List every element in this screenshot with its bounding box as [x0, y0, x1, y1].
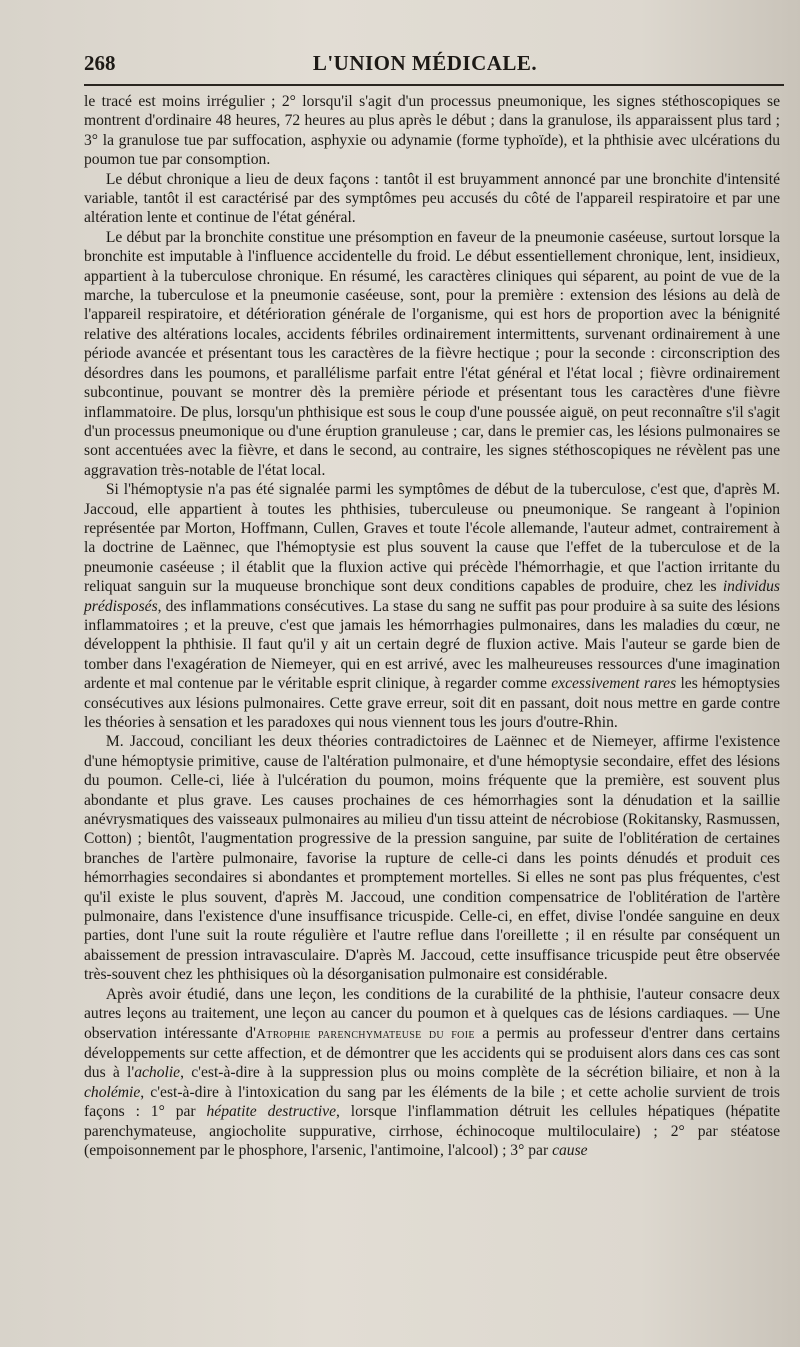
paragraph — [84, 480, 780, 732]
text-italic: cholémie — [84, 1083, 141, 1101]
text-italic: hépatite destructive — [206, 1103, 337, 1121]
text-italic: acholie — [134, 1064, 181, 1082]
text-run: , lorsque l'inflammation détruit les cellules hépatiques (hépatite parenchymateuse, angiocholite suppurative, cirrhose, échinocoque multiloculaire) ; 2° par stéatose (empoisonnement par le phosphore, l'arsenic, l'antimoine, l'alcool) ; 3° par — [84, 1103, 780, 1159]
text-run: Le début par la bronchite constitue une présomption en faveur de la pneumonie caséeuse, surtout lorsque la bronchite est imputable à l'influence accidentelle du froid. Le début essentiellement chronique, lent, insidieux, appartient à la tuberculose chronique. En résumé, les caractères cliniques qui séparent, au point de vue de la marche, la tuberculose et la pneumonie caséeuse, sont, pour la première : extension des lésions au delà de l'appareil respiratoire, et détérioration générale de l'organisme, qui est hors de proportion avec la bénignité relative des altérations locales, accidents fébriles ordinairement intermittents, survenant ordinairement à une période avancée et présentant tous les caractères de la fièvre hectique ; pour la seconde : circonscription des désordres dans les poumons, et parallélisme parfait entre l'état général et l'état local ; fièvre ordinairement subcontinue, pouvant se montrer dès la première période et présentant tous les caractères d'une fièvre inflammatoire. De plus, lorsqu'un phthisique est sous le coup d'une poussée aiguë, on peut reconnaître s'il s'agit d'un processus pneumonique ou d'une éruption granuleuse ; car, dans le premier cas, les lésions pulmonaires se sont accentuées avec la fièvre, et dans le second, au contraire, les signes stéthoscopiques ne révèlent pas une aggravation très-notable de l'état local. — [84, 228, 780, 479]
text-run: , des inflammations consécutives. La stase du sang ne suffit pas pour produire à sa suite des lésions inflammatoires ; et la preuve, c'est que jamais les hémorrhagies pulmonaires, dans les maladies du cœur, ne développent la phthisie. Il faut qu'il y ait un certain degré de fluxion active. Mais l'auteur se garde bien de tomber dans l'exagération de Niemeyer, qui en est arrivé, avec les malheureuses ressources d'une imagination ardente et mal contenue par le véritable esprit clinique, à regarder comme — [84, 597, 780, 693]
article-body — [84, 92, 780, 1160]
text-italic: individus prédisposés — [84, 578, 780, 615]
text-run: Si l'hémoptysie n'a pas été signalée parmi les symptômes de début de la tuberculose, c'est que, d'après M. Jaccoud, elle appartient à toutes les phthisies, tuberculeuse ou pneumonique. Se rangeant à l'opinion représentée par Morton, Hoffmann, Cullen, Graves et toute l'école allemande, l'auteur admet, contrairement à la doctrine de Laënnec, que l'hémoptysie est plus souvent la cause que l'effet de la tuberculose et de la pneumonie caséeuse ; il établit que la fluxion active qui précède l'hémorrhagie, et que l'action irritante du reliquat sanguin sur la muqueuse bronchique sont deux conditions capables de produire, chez les — [84, 481, 780, 596]
text-run: , c'est-à-dire à la suppression plus ou moins complète de la sécrétion biliaire, et non à la — [180, 1064, 781, 1082]
text-italic: excessivement rares — [551, 675, 677, 693]
text-run: a permis au professeur d'entrer dans certains développements sur cette affection, et de démontrer que les accidents qui se produisent alors dans ces cas sont dus à l' — [84, 1024, 780, 1082]
text-run: Après avoir étudié, dans une leçon, les conditions de la curabilité de la phthisie, l'auteur consacre deux autres leçons au traitement, une leçon au cancer du poumon et à quelques cas de lésions cardiaques. — Une observation intéressante d' — [84, 985, 780, 1042]
running-title: L'UNION MÉDICALE. — [312, 50, 538, 75]
page-number: 268 — [84, 50, 116, 75]
paragraph — [84, 170, 780, 228]
text-run: le tracé est moins irrégulier ; 2° lorsqu'il s'agit d'un processus pneumonique, les signes stéthoscopiques se montrent d'ordinaire 48 heures, 72 heures au plus après le début ; dans la granulose, ils apparaissent plus tard ; 3° la granulose tue par suffocation, asphyxie ou adynamie (forme typhoïde), et la phthisie avec ulcérations du poumon tue par consomption. — [84, 93, 780, 169]
page-header — [84, 48, 766, 78]
text-run: , c'est-à-dire à l'intoxication du sang par les éléments de la bile ; et cette acholie survient de trois façons : 1° par — [84, 1083, 780, 1121]
text-run: les hémoptysies consécutives aux lésions pulmonaires. Cette grave erreur, soit dit en passant, doit nous mettre en garde contre les théories à sensation et les paradoxes qui nous viennent tous les jours d'outre-Rhin. — [84, 675, 780, 731]
paragraph — [84, 985, 780, 1161]
text-run: Le début chronique a lieu de deux façons : tantôt il est bruyamment annoncé par une bronchite d'intensité variable, tantôt il est caractérisé par des symptômes peu accusés du côté de l'appareil respiratoire et par une altération lente et continue de l'état général. — [84, 170, 780, 227]
paragraph — [84, 732, 780, 984]
text-run: M. Jaccoud, conciliant les deux théories contradictoires de Laënnec et de Niemeyer, affirme l'existence d'une hémoptysie primitive, cause de l'altération pulmonaire, et d'une hémoptysie secondaire, effet des lésions du poumon. Celle-ci, liée à l'ulcération du poumon, moins fréquente que la première, est souvent plus abondante et plus grave. Les causes prochaines de ces hémorrhagies sont la dénudation et la saillie anévrysmatiques des vaisseaux pulmonaires au milieu d'un tissu atteint de nécrobiose (Rokitansky, Rasmussen, Cotton) ; bientôt, l'augmentation progressive de la pression sanguine, par suite de l'oblitération de certaines branches de l'artère pulmonaire, favorise la rupture de celle-ci dans les points dénudés et produit ces hémorrhagies secondaires si abondantes et promptement mortelles. Si elles ne sont pas plus fréquentes, c'est qu'il existe le plus souvent, d'après M. Jaccoud, une condition compensatrice de l'oblitération de l'artère pulmonaire, dans l'existence d'une insuffisance tricuspide. Celle-ci, en effet, divise l'ondée sanguine en deux parties, dont l'une suit la route régulière et l'autre reflue dans l'oreillette ; il en résulte par conséquent un abaissement de pression intravasculaire. D'après M. Jaccoud, cette insuffisance tricuspide peut être observée très-souvent chez les phthisiques où la désorganisation pulmonaire est considérable. — [84, 733, 780, 984]
text-smallcaps: Atrophie parenchymateuse du foie — [255, 1026, 475, 1042]
header-rule — [84, 84, 784, 86]
text-italic: cause — [552, 1141, 588, 1159]
paragraph — [84, 228, 780, 480]
paragraph — [84, 92, 780, 170]
